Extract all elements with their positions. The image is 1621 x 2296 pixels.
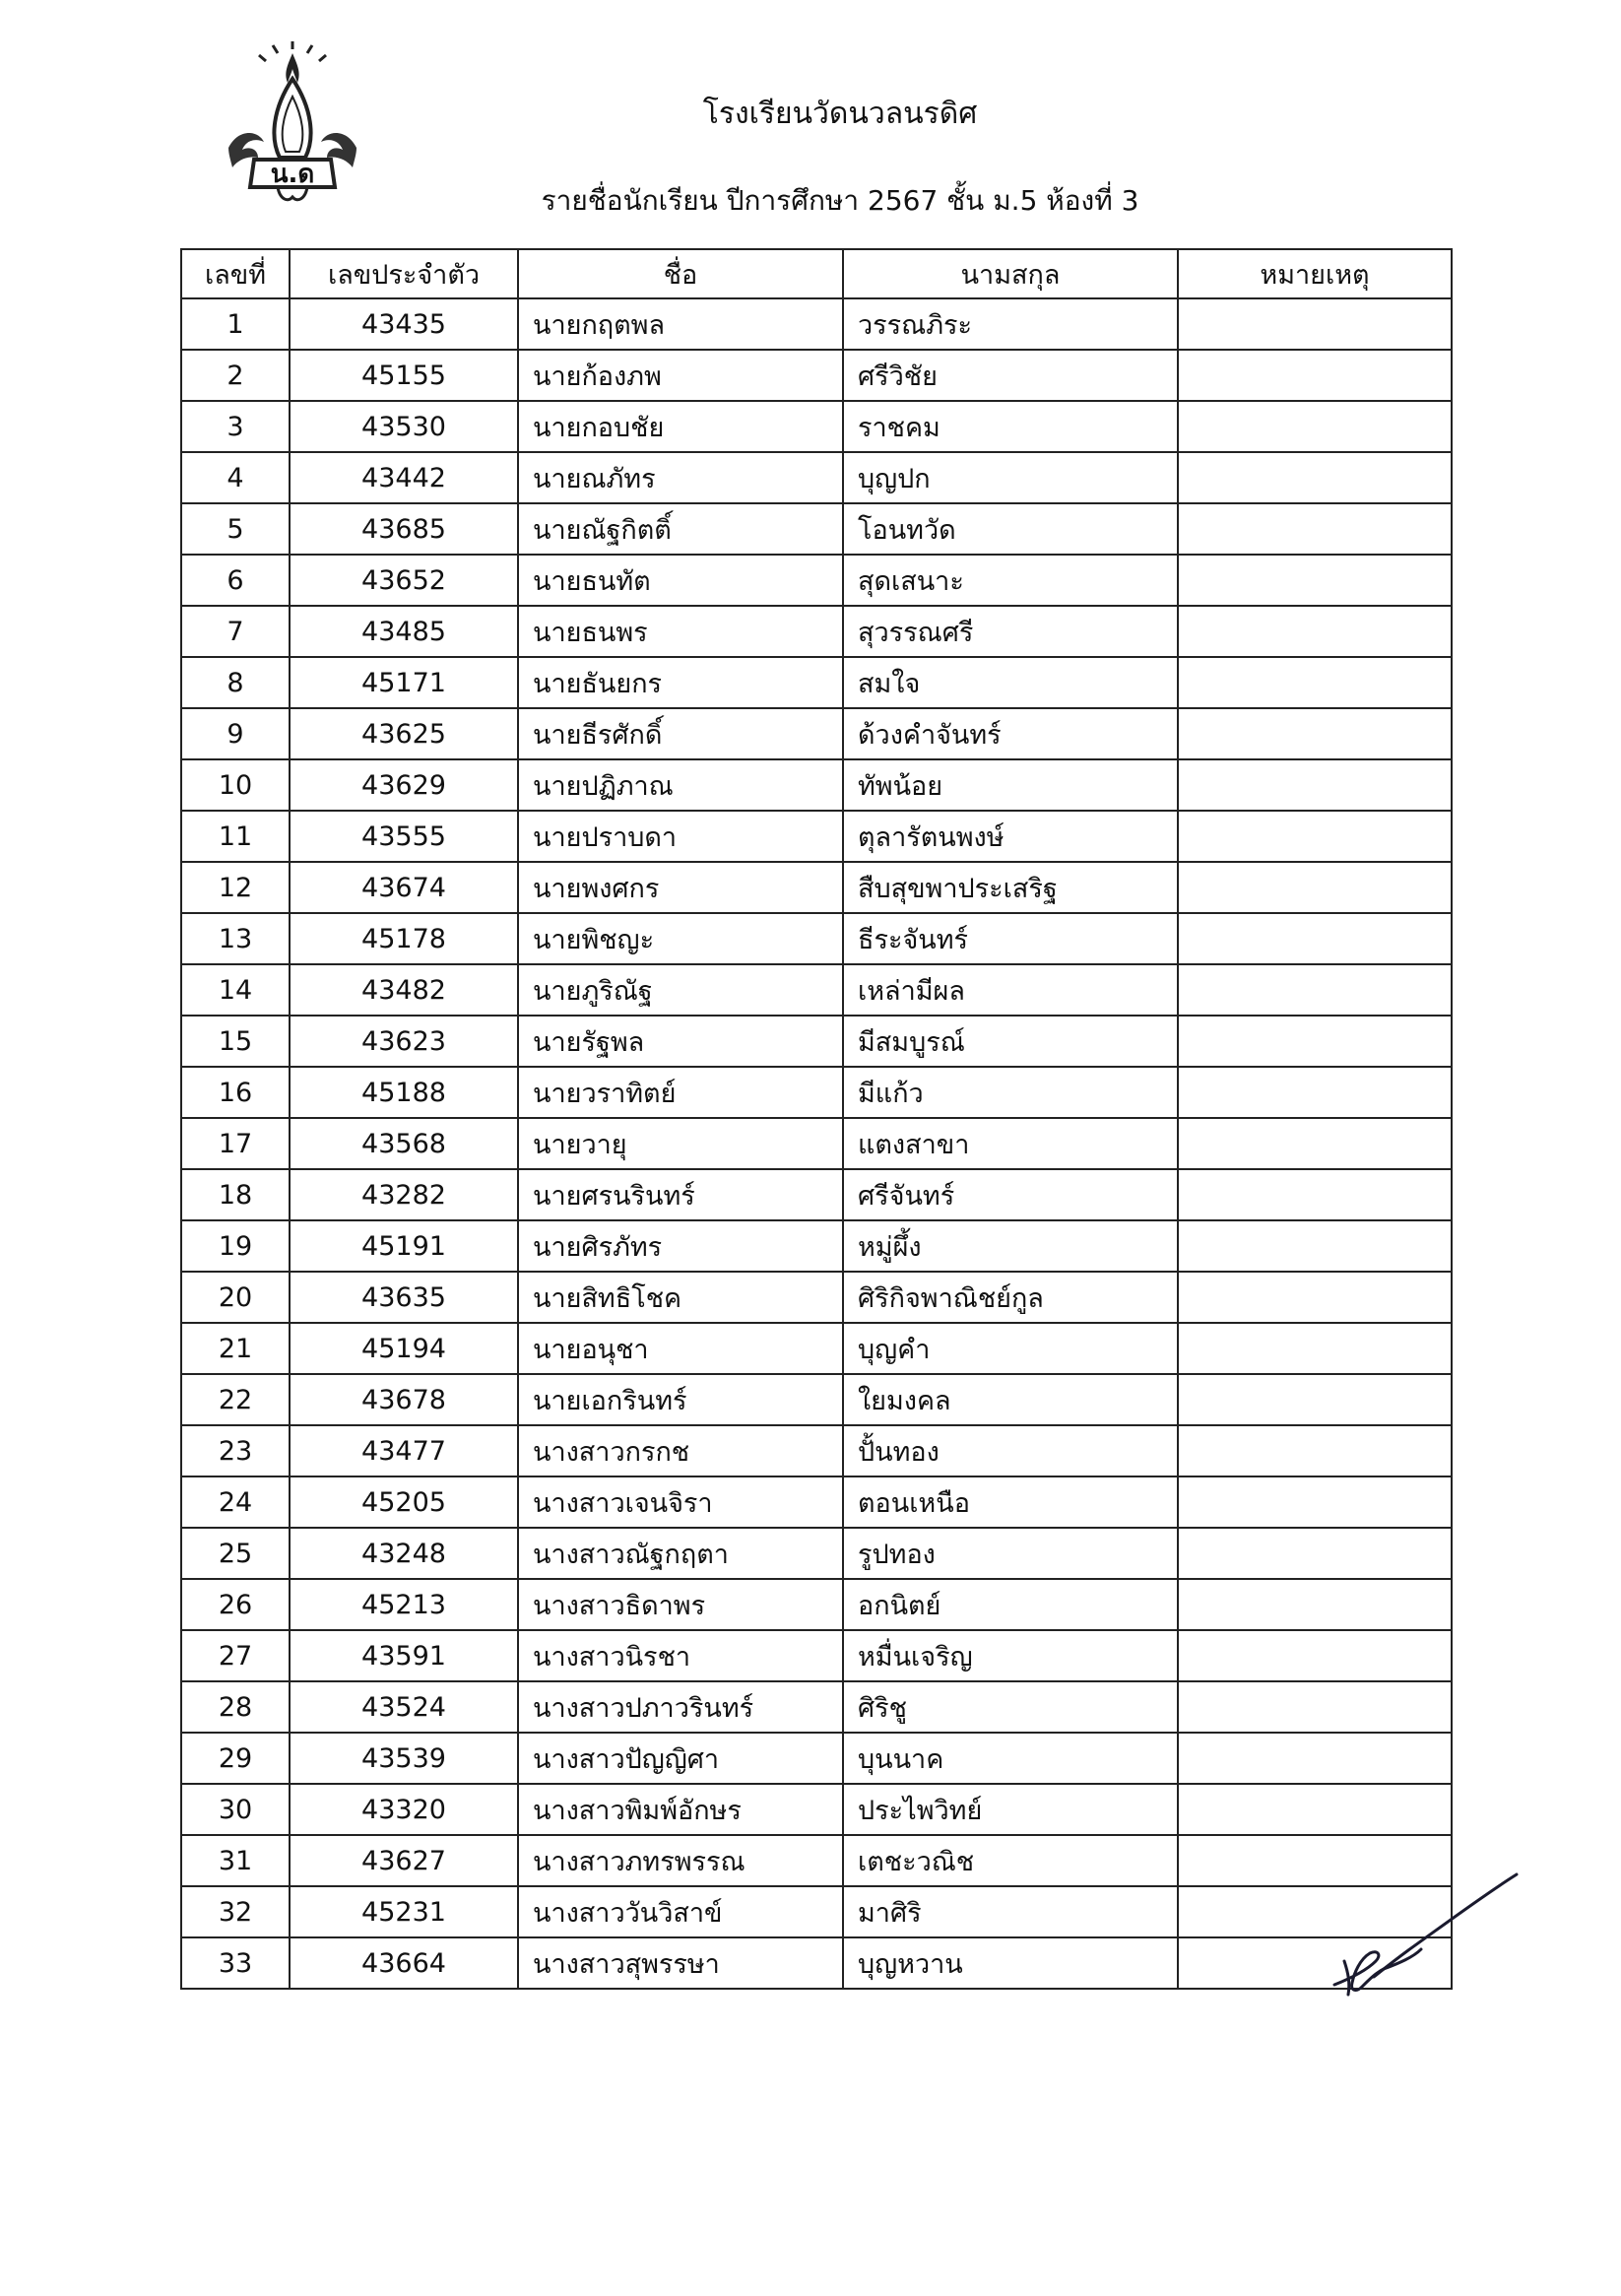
cell-first-name: นายวราทิตย์ [518, 1067, 843, 1118]
table-row [181, 1272, 1452, 1323]
table-row [181, 1784, 1452, 1835]
cell-remarks [1178, 1016, 1452, 1067]
cell-remarks [1178, 503, 1452, 555]
cell-remarks [1178, 1681, 1452, 1733]
cell-last-name: เตชะวณิช [843, 1835, 1178, 1886]
cell-first-name: นายกฤตพล [518, 298, 843, 350]
cell-student-id: 43674 [290, 862, 518, 913]
cell-last-name: ด้วงคำจันทร์ [843, 708, 1178, 759]
cell-number: 21 [181, 1323, 290, 1374]
cell-last-name: มาศิริ [843, 1886, 1178, 1937]
cell-last-name: สุดเสนาะ [843, 555, 1178, 606]
cell-student-id: 45213 [290, 1579, 518, 1630]
cell-remarks [1178, 1067, 1452, 1118]
cell-student-id: 43282 [290, 1169, 518, 1220]
cell-last-name: ศิริกิจพาณิชย์กูล [843, 1272, 1178, 1323]
cell-first-name: นายธันยกร [518, 657, 843, 708]
cell-number: 1 [181, 298, 290, 350]
column-header-number: เลขที่ [181, 249, 290, 298]
cell-last-name: สุวรรณศรี [843, 606, 1178, 657]
cell-remarks [1178, 1425, 1452, 1476]
cell-last-name: บุญปก [843, 452, 1178, 503]
cell-last-name: รูปทอง [843, 1528, 1178, 1579]
cell-first-name: นายศรนรินทร์ [518, 1169, 843, 1220]
cell-student-id: 43524 [290, 1681, 518, 1733]
cell-remarks [1178, 1272, 1452, 1323]
student-roster-table [180, 248, 1453, 1990]
cell-student-id: 45188 [290, 1067, 518, 1118]
cell-remarks [1178, 1169, 1452, 1220]
cell-last-name: สืบสุขพาประเสริฐ [843, 862, 1178, 913]
table-row [181, 1937, 1452, 1989]
cell-number: 26 [181, 1579, 290, 1630]
cell-last-name: ตอนเหนือ [843, 1476, 1178, 1528]
cell-remarks [1178, 1579, 1452, 1630]
cell-number: 14 [181, 964, 290, 1016]
cell-number: 7 [181, 606, 290, 657]
cell-number: 25 [181, 1528, 290, 1579]
cell-student-id: 45194 [290, 1323, 518, 1374]
cell-number: 28 [181, 1681, 290, 1733]
cell-remarks [1178, 862, 1452, 913]
table-row [181, 503, 1452, 555]
cell-number: 4 [181, 452, 290, 503]
cell-number: 31 [181, 1835, 290, 1886]
school-name: โรงเรียนวัดนวลนรดิศ [702, 97, 978, 131]
table-row [181, 1118, 1452, 1169]
cell-remarks [1178, 1784, 1452, 1835]
table-row [181, 452, 1452, 503]
cell-student-id: 43485 [290, 606, 518, 657]
cell-remarks [1178, 401, 1452, 452]
cell-first-name: นายสิทธิโชค [518, 1272, 843, 1323]
cell-last-name: หมู่ผึ้ง [843, 1220, 1178, 1272]
cell-student-id: 43530 [290, 401, 518, 452]
cell-last-name: เหล่ามีผล [843, 964, 1178, 1016]
cell-remarks [1178, 1220, 1452, 1272]
cell-last-name: วรรณภิระ [843, 298, 1178, 350]
cell-first-name: นางสาวนิรชา [518, 1630, 843, 1681]
cell-number: 29 [181, 1733, 290, 1784]
cell-last-name: มีแก้ว [843, 1067, 1178, 1118]
cell-number: 8 [181, 657, 290, 708]
document-subtitle: รายชื่อนักเรียน ปีการศึกษา 2567 ชั้น ม.5 ห้องที่ 3 [541, 184, 1139, 217]
cell-last-name: ธีระจันทร์ [843, 913, 1178, 964]
cell-remarks [1178, 1374, 1452, 1425]
cell-student-id: 43625 [290, 708, 518, 759]
logo-text: น.ด [270, 160, 315, 189]
cell-number: 19 [181, 1220, 290, 1272]
cell-remarks [1178, 350, 1452, 401]
column-header-remarks: หมายเหตุ [1178, 249, 1452, 298]
cell-student-id: 43442 [290, 452, 518, 503]
table-row [181, 606, 1452, 657]
table-row [181, 657, 1452, 708]
cell-student-id: 43435 [290, 298, 518, 350]
cell-first-name: นายธนพร [518, 606, 843, 657]
cell-remarks [1178, 1528, 1452, 1579]
cell-first-name: นายก้องภพ [518, 350, 843, 401]
table-row [181, 964, 1452, 1016]
cell-first-name: นายวายุ [518, 1118, 843, 1169]
cell-first-name: นางสาววันวิสาข์ [518, 1886, 843, 1937]
cell-remarks [1178, 606, 1452, 657]
cell-number: 13 [181, 913, 290, 964]
column-header-first-name: ชื่อ [518, 249, 843, 298]
cell-number: 20 [181, 1272, 290, 1323]
cell-first-name: นายอนุชา [518, 1323, 843, 1374]
cell-last-name: ประไพวิทย์ [843, 1784, 1178, 1835]
cell-number: 18 [181, 1169, 290, 1220]
cell-student-id: 43568 [290, 1118, 518, 1169]
cell-last-name: โอนทวัด [843, 503, 1178, 555]
cell-remarks [1178, 759, 1452, 811]
table-row [181, 1374, 1452, 1425]
cell-number: 30 [181, 1784, 290, 1835]
cell-remarks [1178, 1476, 1452, 1528]
cell-number: 11 [181, 811, 290, 862]
cell-student-id: 45231 [290, 1886, 518, 1937]
cell-first-name: นางสาวธิดาพร [518, 1579, 843, 1630]
cell-first-name: นายปราบดา [518, 811, 843, 862]
cell-number: 3 [181, 401, 290, 452]
table-row [181, 555, 1452, 606]
cell-student-id: 43539 [290, 1733, 518, 1784]
cell-first-name: นายรัฐพล [518, 1016, 843, 1067]
table-row [181, 298, 1452, 350]
cell-student-id: 43685 [290, 503, 518, 555]
cell-remarks [1178, 708, 1452, 759]
cell-remarks [1178, 811, 1452, 862]
cell-first-name: นางสาวภทรพรรณ [518, 1835, 843, 1886]
cell-remarks [1178, 657, 1452, 708]
cell-student-id: 43477 [290, 1425, 518, 1476]
table-row [181, 1476, 1452, 1528]
cell-first-name: นายปฏิภาณ [518, 759, 843, 811]
table-header-row [181, 249, 1452, 298]
cell-last-name: แตงสาขา [843, 1118, 1178, 1169]
cell-number: 17 [181, 1118, 290, 1169]
cell-last-name: ราชคม [843, 401, 1178, 452]
cell-number: 6 [181, 555, 290, 606]
cell-student-id: 43652 [290, 555, 518, 606]
cell-first-name: นายพงศกร [518, 862, 843, 913]
cell-first-name: นายธนทัต [518, 555, 843, 606]
cell-student-id: 43664 [290, 1937, 518, 1989]
table-row [181, 1425, 1452, 1476]
cell-number: 5 [181, 503, 290, 555]
table-body [181, 298, 1452, 1989]
table-row [181, 1579, 1452, 1630]
table-row [181, 401, 1452, 452]
cell-last-name: ศรีวิชัย [843, 350, 1178, 401]
cell-number: 9 [181, 708, 290, 759]
column-header-student-id: เลขประจำตัว [290, 249, 518, 298]
cell-last-name: ใยมงคล [843, 1374, 1178, 1425]
table-row [181, 1220, 1452, 1272]
table-row [181, 1528, 1452, 1579]
cell-last-name: ศิริชู [843, 1681, 1178, 1733]
cell-remarks [1178, 1630, 1452, 1681]
table-row [181, 1630, 1452, 1681]
cell-student-id: 43591 [290, 1630, 518, 1681]
cell-first-name: นางสาวสุพรรษา [518, 1937, 843, 1989]
cell-last-name: บุนนาค [843, 1733, 1178, 1784]
cell-remarks [1178, 964, 1452, 1016]
column-header-last-name: นามสกุล [843, 249, 1178, 298]
cell-last-name: มีสมบูรณ์ [843, 1016, 1178, 1067]
cell-number: 33 [181, 1937, 290, 1989]
cell-number: 12 [181, 862, 290, 913]
cell-first-name: นางสาวกรกช [518, 1425, 843, 1476]
cell-last-name: ปั้นทอง [843, 1425, 1178, 1476]
cell-number: 10 [181, 759, 290, 811]
cell-remarks [1178, 1733, 1452, 1784]
cell-number: 15 [181, 1016, 290, 1067]
cell-last-name: บุญหวาน [843, 1937, 1178, 1989]
cell-remarks [1178, 452, 1452, 503]
table-row [181, 1886, 1452, 1937]
table-row [181, 1169, 1452, 1220]
table-row [181, 350, 1452, 401]
cell-first-name: นางสาวปภาวรินทร์ [518, 1681, 843, 1733]
cell-remarks [1178, 913, 1452, 964]
cell-last-name: บุญคำ [843, 1323, 1178, 1374]
cell-first-name: นางสาวพิมพ์อักษร [518, 1784, 843, 1835]
cell-student-id: 45155 [290, 350, 518, 401]
cell-first-name: นายเอกรินทร์ [518, 1374, 843, 1425]
cell-number: 16 [181, 1067, 290, 1118]
table-row [181, 1835, 1452, 1886]
cell-number: 27 [181, 1630, 290, 1681]
cell-last-name: อกนิตย์ [843, 1579, 1178, 1630]
table-row [181, 1733, 1452, 1784]
cell-student-id: 43629 [290, 759, 518, 811]
cell-first-name: นายพิชญะ [518, 913, 843, 964]
cell-last-name: หมื่นเจริญ [843, 1630, 1178, 1681]
cell-remarks [1178, 1323, 1452, 1374]
cell-student-id: 45178 [290, 913, 518, 964]
cell-last-name: ทัพน้อย [843, 759, 1178, 811]
cell-student-id: 45205 [290, 1476, 518, 1528]
cell-first-name: นางสาวปัญญิศา [518, 1733, 843, 1784]
table-row [181, 811, 1452, 862]
cell-number: 24 [181, 1476, 290, 1528]
table-row [181, 1681, 1452, 1733]
cell-student-id: 43678 [290, 1374, 518, 1425]
cell-remarks [1178, 555, 1452, 606]
cell-student-id: 43482 [290, 964, 518, 1016]
cell-student-id: 43635 [290, 1272, 518, 1323]
table-row [181, 1323, 1452, 1374]
cell-number: 23 [181, 1425, 290, 1476]
table-row [181, 913, 1452, 964]
cell-first-name: นายธีรศักดิ์ [518, 708, 843, 759]
cell-last-name: ศรีจันทร์ [843, 1169, 1178, 1220]
cell-student-id: 43248 [290, 1528, 518, 1579]
cell-last-name: สมใจ [843, 657, 1178, 708]
cell-first-name: นายณัฐกิตติ์ [518, 503, 843, 555]
cell-remarks [1178, 298, 1452, 350]
cell-remarks [1178, 1118, 1452, 1169]
cell-student-id: 43623 [290, 1016, 518, 1067]
cell-first-name: นางสาวณัฐกฤตา [518, 1528, 843, 1579]
table-row [181, 1016, 1452, 1067]
cell-first-name: นายภูริณัฐ [518, 964, 843, 1016]
cell-number: 32 [181, 1886, 290, 1937]
cell-first-name: นายณภัทร [518, 452, 843, 503]
cell-student-id: 45191 [290, 1220, 518, 1272]
table-row [181, 1067, 1452, 1118]
cell-first-name: นางสาวเจนจิรา [518, 1476, 843, 1528]
cell-student-id: 43555 [290, 811, 518, 862]
cell-student-id: 43627 [290, 1835, 518, 1886]
cell-first-name: นายศิรภัทร [518, 1220, 843, 1272]
cell-number: 22 [181, 1374, 290, 1425]
table-row [181, 759, 1452, 811]
table-row [181, 708, 1452, 759]
cell-last-name: ตุลารัตนพงษ์ [843, 811, 1178, 862]
cell-number: 2 [181, 350, 290, 401]
cell-student-id: 43320 [290, 1784, 518, 1835]
cell-first-name: นายกอบชัย [518, 401, 843, 452]
handwritten-signature [1305, 1867, 1522, 2014]
cell-student-id: 45171 [290, 657, 518, 708]
table-row [181, 862, 1452, 913]
